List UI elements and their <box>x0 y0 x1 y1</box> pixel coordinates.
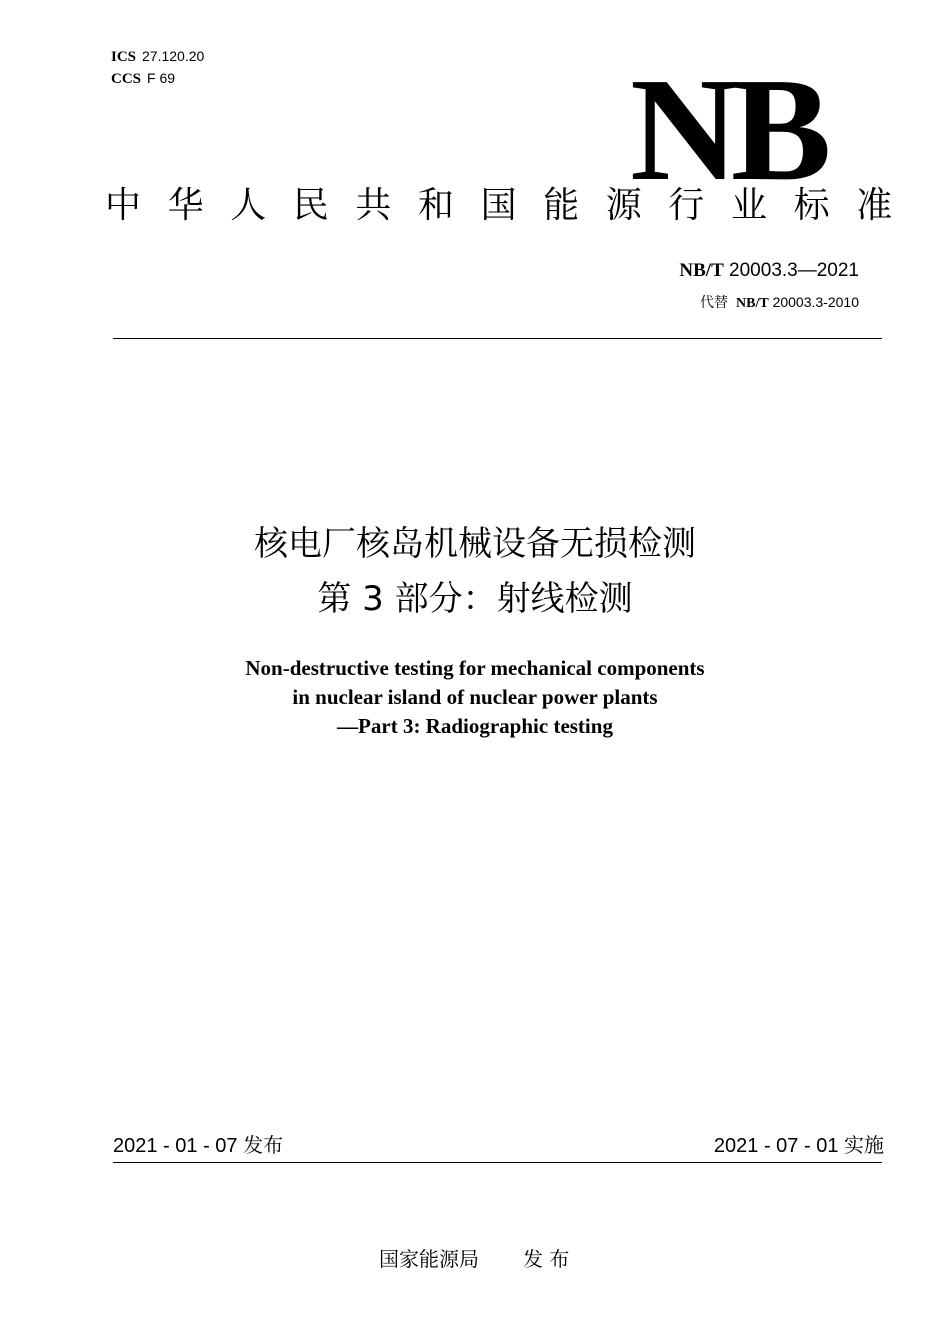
standard-number-prefix: NB/T <box>679 260 724 281</box>
issuer-action: 发 布 <box>523 1247 570 1271</box>
standard-type-title: 中华人民共和国能源行业标准 <box>105 185 919 226</box>
supersedes-prefix: NB/T <box>736 296 769 311</box>
title-en-line3: —Part 3: Radiographic testing <box>337 714 613 738</box>
title-cn-line1: 核电厂核岛机械设备无损检测 <box>254 524 696 564</box>
header-divider <box>113 338 882 339</box>
effective-date-label: 实施 <box>844 1133 884 1157</box>
issuer-name: 国家能源局 <box>379 1247 479 1271</box>
issuer <box>379 1246 569 1272</box>
issue-date-value: 2021 - 01 - 07 <box>113 1135 238 1157</box>
standard-number <box>679 260 859 282</box>
ics-label: ICS <box>111 49 137 65</box>
effective-date-value: 2021 - 07 - 01 <box>713 1135 839 1157</box>
title-en-line1: Non-destructive testing for mechanical components <box>245 656 705 680</box>
issue-date-label: 发布 <box>243 1133 284 1157</box>
ccs-label: CCS <box>111 71 142 87</box>
supersedes-label: 代替 <box>700 295 728 311</box>
nb-logo: NB <box>630 48 824 212</box>
effective-date <box>714 1132 884 1159</box>
issue-date <box>113 1132 283 1159</box>
ccs-value: F 69 <box>147 70 176 86</box>
footer-divider <box>113 1162 882 1163</box>
supersedes-line <box>700 292 859 312</box>
ccs-code <box>111 70 175 88</box>
standard-number-value: 20003.3—2021 <box>729 260 859 281</box>
ics-code <box>111 48 204 66</box>
supersedes-value: 20003.3-2010 <box>772 294 859 310</box>
ics-value: 27.120.20 <box>142 48 205 64</box>
title-cn-line2: 第 3 部分：射线检测 <box>317 579 633 619</box>
title-en-line2: in nuclear island of nuclear power plants <box>292 685 658 709</box>
